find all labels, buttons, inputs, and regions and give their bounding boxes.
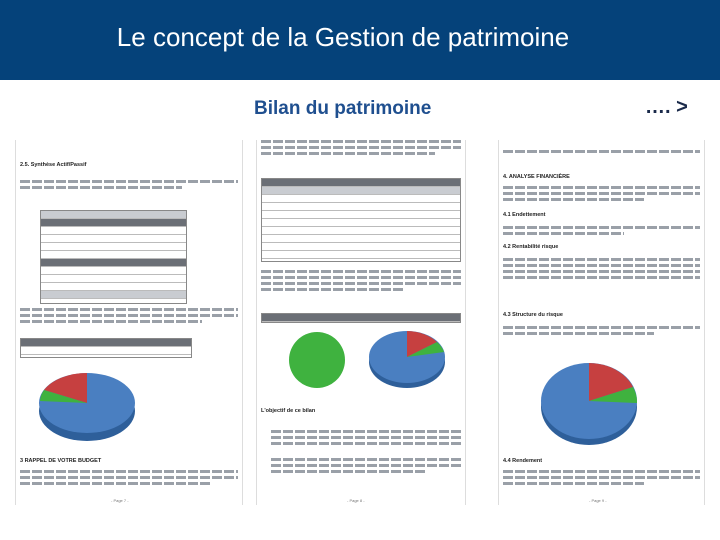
budget-pie-chart [32, 345, 142, 457]
income-expense-table [261, 178, 461, 262]
asset-liability-table [40, 210, 187, 304]
page3-section-2: 4.2 Rentabilité risque [503, 244, 559, 250]
page3-heading: 4. ANALYSE FINANCIÈRE [503, 174, 570, 180]
risk-structure-pie-chart [529, 345, 649, 455]
page2-footer: - Page 8 - [347, 498, 365, 503]
slide-subtitle: Bilan du patrimoine [254, 98, 432, 119]
page3-section-1: 4.1 Endettement [503, 212, 546, 218]
document-page-3 [498, 140, 705, 505]
page3-footer: - Page 9 - [589, 498, 607, 503]
slide-title: Le concept de la Gestion de patrimoine [116, 22, 570, 52]
next-link[interactable]: …. > [645, 96, 688, 118]
income-expense-pie-charts [277, 322, 457, 397]
document-page-1 [15, 140, 243, 505]
page2-section: L'objectif de ce bilan [261, 408, 316, 414]
slide-header [0, 0, 720, 80]
page1-footer: - Page 7 - [111, 498, 129, 503]
page3-section-3: 4.3 Structure du risque [503, 312, 563, 318]
page3-section-4: 4.4 Rendement [503, 458, 543, 464]
document-page-2 [256, 140, 466, 505]
page1-section: 3 RAPPEL DE VOTRE BUDGET [20, 458, 102, 464]
page1-heading: 2.5. Synthèse Actif/Passif [20, 162, 87, 168]
